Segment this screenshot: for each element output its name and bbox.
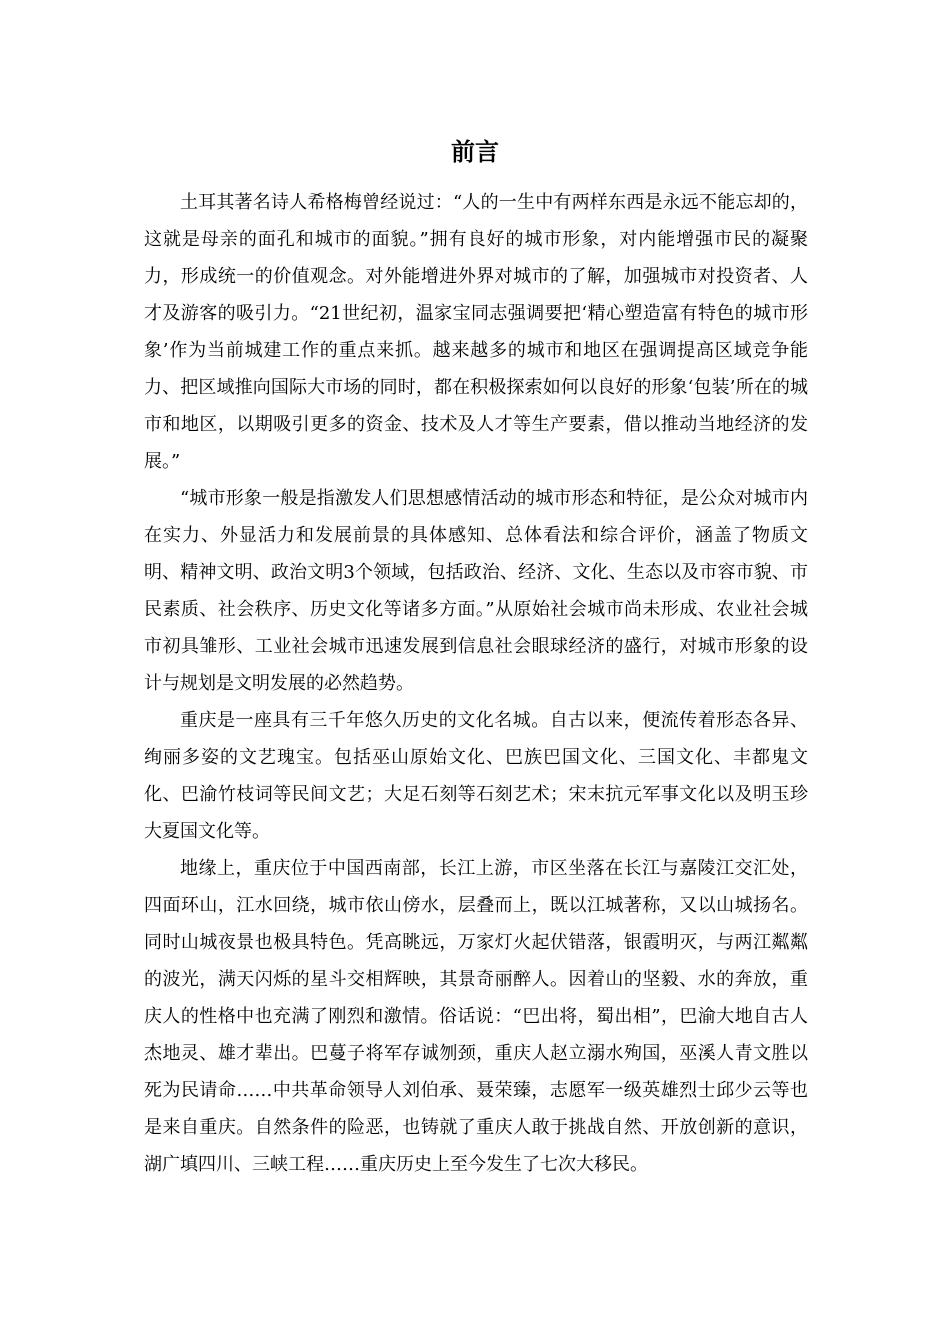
- paragraph-3: 重庆是一座具有三千年悠久历史的文化名城。自古以来，便流传着形态各异、绚丽多姿的文艺瑰宝。包括巫山原始文化、巴族巴国文化、三国文化、丰都鬼文化、巴渝竹枝词等民间文艺；大足石刻等石刻艺术；宋末抗元军事文化以及明玉珍大夏国文化等。: [144, 710, 808, 842]
- paragraph-2: “城市形象一般是指激发人们思想感情活动的城市形态和特征，是公众对城市内在实力、外显活力和发展前景的具体感知、总体看法和综合评价，涵盖了物质文明、精神文明、政治文明3个领域，包括政治、经济、文化、生态以及市容市貌、市民素质、社会秩序、历史文化等诸多方面。”从原始社会城市尚未形成、农业社会城市初具雏形、工业社会城市迅速发展到信息社会眼球经济的盛行，对城市形象的设计与规划是文明发展的必然趋势。: [144, 488, 808, 694]
- body-text: [144, 184, 808, 1183]
- paragraph-4: 地缘上，重庆位于中国西南部，长江上游，市区坐落在长江与嘉陵江交汇处，四面环山，江水回绕，城市依山傍水，层叠而上，既以江城著称，又以山城扬名。同时山城夜景也极具特色。凭高眺远，万家灯火起伏错落，银霞明灭，与两江粼粼的波光，满天闪烁的星斗交相辉映，其景奇丽醉人。因着山的坚毅、水的奔放，重庆人的性格中也充满了刚烈和激情。俗话说：“巴出将，蜀出相”，巴渝大地自古人杰地灵、雄才辈出。巴蔓子将军存诚刎颈，重庆人赵立溺水殉国，巫溪人青文胜以死为民请命……中共革命领导人刘伯承、聂荣臻，志愿军一级英雄烈士邱少云等也是来自重庆。自然条件的险恶，也铸就了重庆人敢于挑战自然、开放创新的意识，湖广填四川、三峡工程……重庆历史上至今发生了七次大移民。: [144, 858, 808, 1175]
- page-title: 前言: [451, 138, 499, 166]
- paragraph-1: 土耳其著名诗人希格梅曾经说过：“人的一生中有两样东西是永远不能忘却的，这就是母亲的面孔和城市的面貌。”拥有良好的城市形象，对内能增强市民的凝聚力，形成统一的价值观念。对外能增进外界对城市的了解，加强城市对投资者、人才及游客的吸引力。“21世纪初，温家宝同志强调要把‘精心塑造富有特色的城市形象’作为当前城建工作的重点来抓。越来越多的城市和地区在强调提高区域竞争能力、把区域推向国际大市场的同时，都在积极探索如何以良好的形象‘包装’所在的城市和地区，以期吸引更多的资金、技术及人才等生产要素，借以推动当地经济的发展。”: [144, 192, 808, 472]
